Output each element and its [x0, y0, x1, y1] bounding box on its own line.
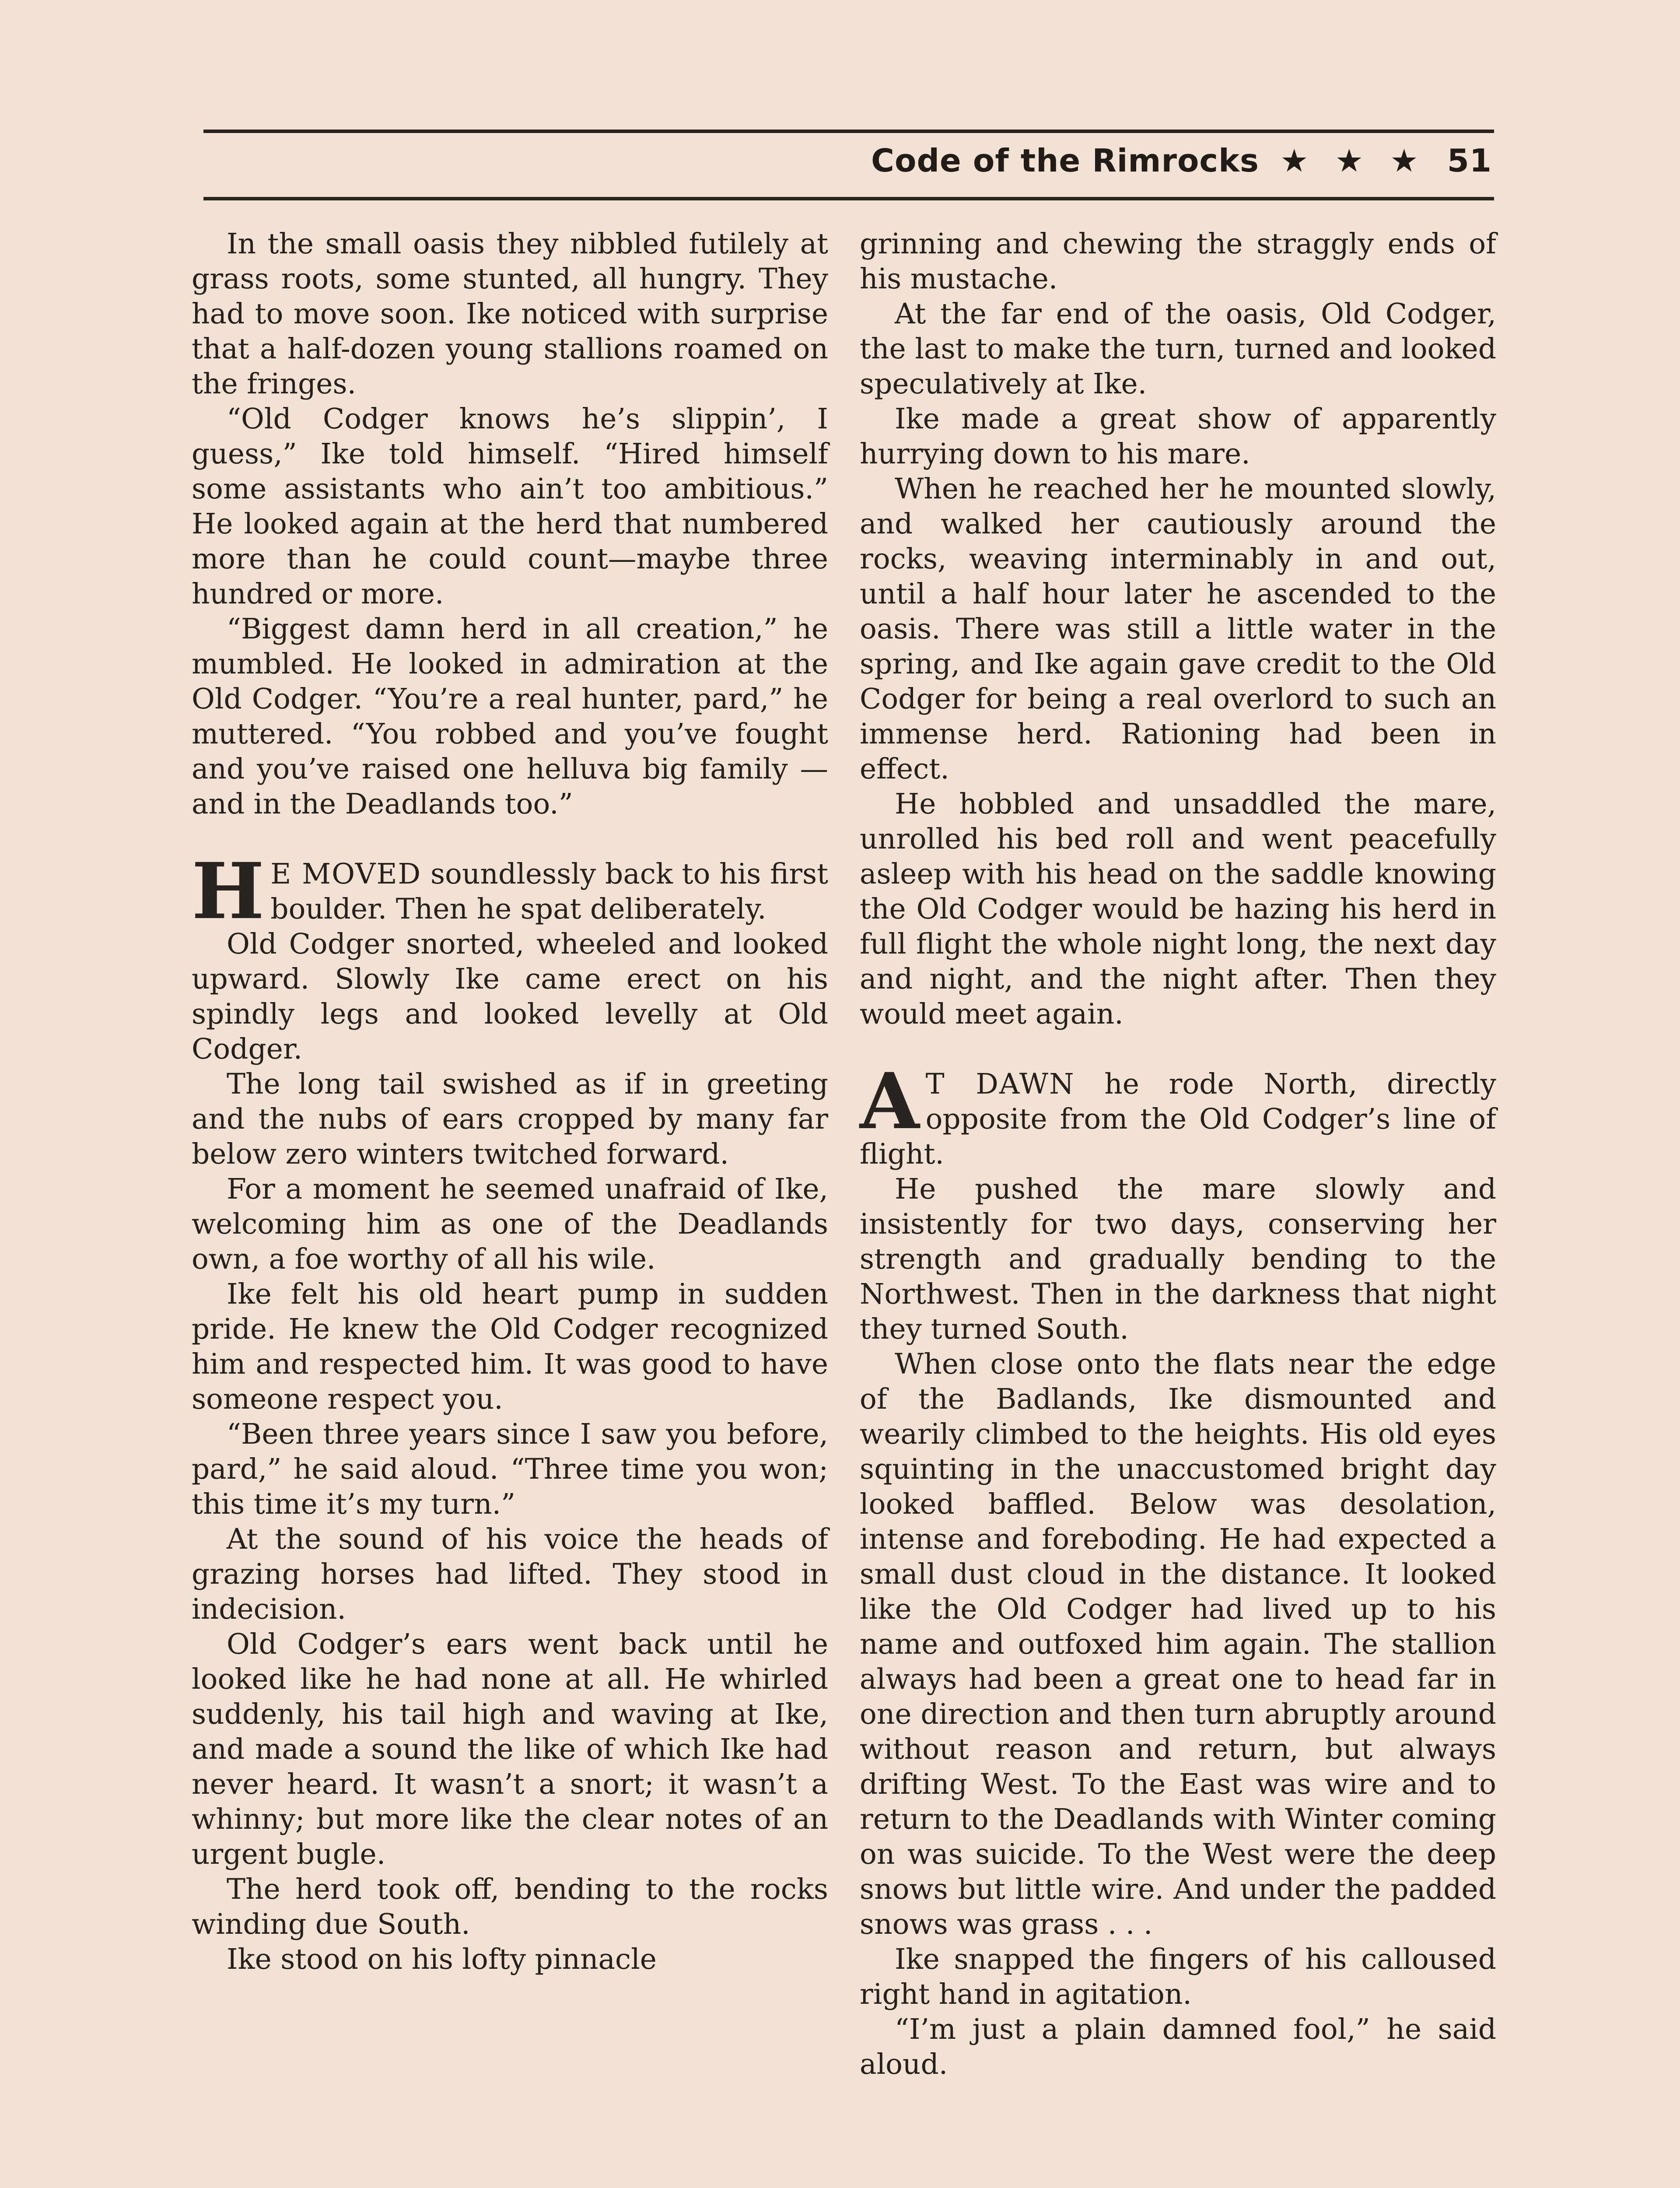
paragraph: Ike stood on his lofty pinnacle	[227, 1943, 657, 1976]
paragraph: Old Codger’s ears went back until he looked like he had none at all. He whirled suddenly, his tail high and waving at Ike, and made a sound the like of which Ike had never heard. It wasn’t a snort; it wasn’t a whinny; but more like the clear notes of an urgent bugle.	[192, 1628, 828, 1871]
paragraph: Ike snapped the fingers of his calloused right hand in agitation.	[860, 1943, 1496, 2011]
paragraph: Ike made a great show of apparently hurrying down to his mare.	[860, 403, 1496, 470]
paragraph: The herd took off, bending to the rocks winding due South.	[192, 1873, 828, 1941]
drop-cap: A	[860, 1056, 920, 1147]
paragraph: At the far end of the oasis, Old Codger, the last to make the turn, turned and looked speculatively at Ike.	[860, 298, 1496, 400]
paragraph: The long tail swished as if in greeting and the nubs of ears cropped by many far below zero winters twitched forward.	[192, 1068, 828, 1171]
paragraph: “Biggest damn herd in all creation,” he mumbled. He looked in admiration at the Old Codger. “You’re a real hunter, pard,” he muttered. “You robbed and you’ve fought and you’ve raised one helluva big family —and in the Deadlands too.”	[192, 613, 828, 820]
paragraph: He pushed the mare slowly and insistently for two days, conserving her strength and gradually bending to the Northwest. Then in the darkness that night they turned South.	[860, 1173, 1496, 1346]
header-top-rule	[203, 130, 1494, 133]
paragraph: “I’m just a plain damned fool,” he said aloud.	[860, 2013, 1496, 2081]
paragraph: Ike felt his old heart pump in sudden pride. He knew the Old Codger recognized him and respected him. It was good to have someone respect you.	[192, 1278, 828, 1416]
paragraph: When he reached her he mounted slowly, and walked her cautiously around the rocks, weaving interminably in and out, until a half hour later he ascended to the oasis. There was still a little water in the spring, and Ike again gave credit to the Old Codger for being a real overlord to such an immense herd. Rationing had been in effect.	[860, 473, 1496, 785]
page-number: 51	[1447, 142, 1492, 179]
paragraph: “Been three years since I saw you before, pard,” he said aloud. “Three time you won; this time it’s my turn.”	[192, 1418, 828, 1521]
right-text-column	[860, 227, 1496, 2082]
paragraph: He hobbled and unsaddled the mare, unrolled his bed roll and went peacefully asleep with his head on the saddle knowing the Old Codger would be hazing his herd in full flight the whole night long, the next day and night, and the night after. Then they would meet again.	[860, 788, 1496, 1031]
left-text-column	[192, 227, 828, 1977]
paragraph: At the sound of his voice the heads of grazing horses had lifted. They stood in indecision.	[192, 1523, 828, 1626]
paragraph-text: soundlessly back to his first boulder. Then he spat deliberately.	[270, 858, 828, 926]
star-ornament: ★ ★ ★	[1280, 142, 1426, 179]
paragraph: For a moment he seemed unafraid of Ike, welcoming him as one of the Deadlands own, a foe worthy of all his wile.	[192, 1173, 828, 1276]
story-title: Code of the Rimrocks	[871, 142, 1259, 179]
paragraph: In the small oasis they nibbled futilely at grass roots, some stunted, all hungry. They had to move soon. Ike noticed with surprise that a half-dozen young stallions roamed on the fringes.	[192, 228, 828, 400]
header-bottom-rule	[203, 197, 1494, 200]
drop-cap: H	[192, 846, 265, 936]
paragraph: When close onto the flats near the edge of the Badlands, Ike dismounted and wearily climbed to the heights. His old eyes squinting in the unaccustomed bright day looked baffled. Below was desolation, intense and foreboding. He had expected a small dust cloud in the distance. It looked like the Old Codger had lived up to his name and outfoxed him again. The stallion always had been a great one to head far in one direction and then turn abruptly around without reason and return, but always drifting West. To the East was wire and to return to the Deadlands with Winter coming on was suicide. To the West were the deep snows but little wire. And under the padded snows was grass . . .	[860, 1348, 1496, 1941]
lead-in: E MOVED	[270, 858, 422, 891]
lead-in: T DAWN	[925, 1068, 1075, 1101]
section-paragraph	[192, 846, 828, 936]
paragraph: “Old Codger knows he’s slippin’, I guess,” Ike told himself. “Hired himself some assistants who ain’t too ambitious.” He looked again at the herd that numbered more than he could count—maybe three hundred or more.	[192, 403, 828, 610]
running-header	[871, 142, 1492, 179]
section-paragraph	[860, 1056, 1496, 1172]
paragraph-text: he rode North, directly opposite from the Old Codger’s line of flight.	[860, 1068, 1496, 1171]
paragraph: Old Codger snorted, wheeled and looked upward. Slowly Ike came erect on his spindly legs and looked levelly at Old Codger.	[192, 928, 828, 1066]
paragraph: grinning and chewing the straggly ends of his mustache.	[860, 228, 1496, 295]
